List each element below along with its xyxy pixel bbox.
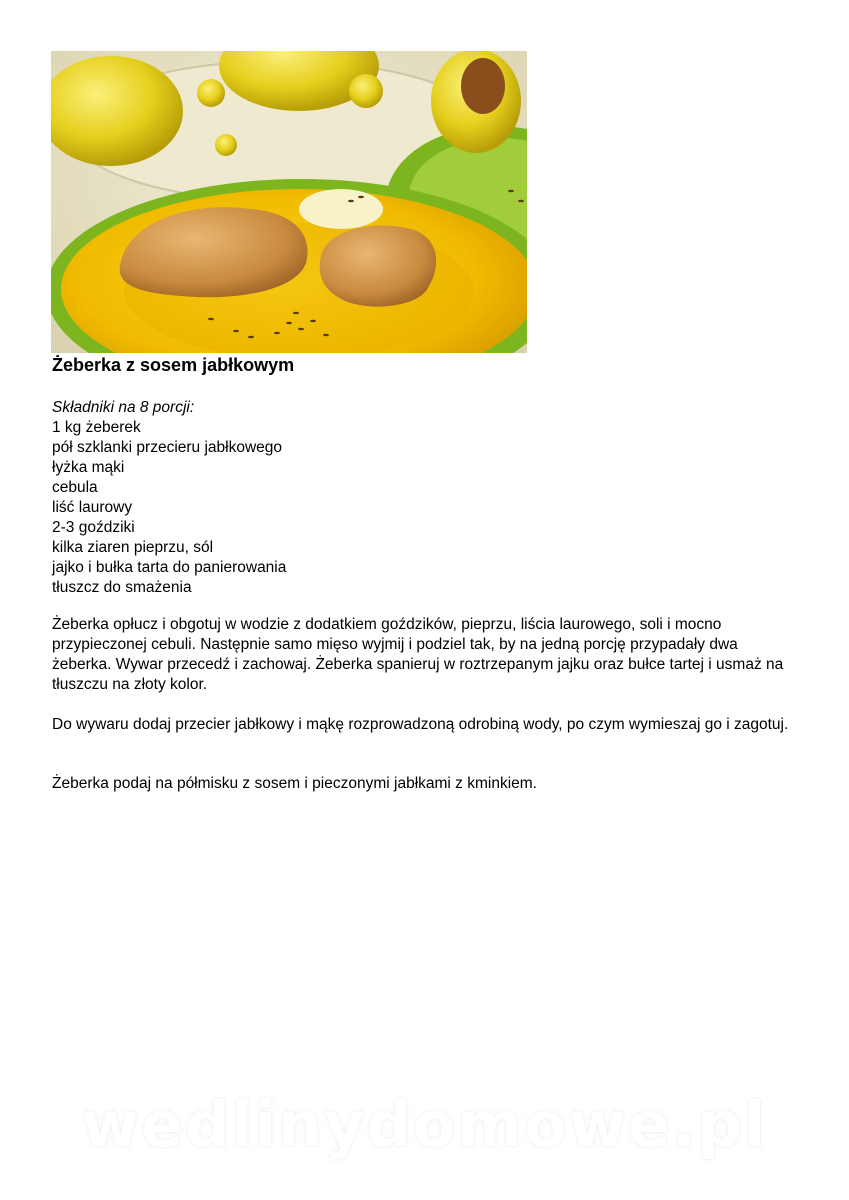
instructions-paragraph-3: Żeberka podaj na półmisku z sosem i pieczonymi jabłkami z kminkiem. [52, 775, 537, 792]
ingredients-heading: Składniki na 8 porcji: [52, 399, 195, 416]
ingredient-item: tłuszcz do smażenia [52, 579, 192, 596]
ingredients-section [52, 398, 286, 598]
ingredient-item: łyżka mąki [52, 459, 125, 476]
recipe-title: Żeberka z sosem jabłkowym [52, 355, 295, 375]
recipe-photo [51, 51, 527, 353]
watermark: wedlinydomowe.pl [81, 1088, 768, 1161]
ingredients-list [52, 418, 286, 598]
small-apple-2 [197, 79, 225, 107]
ingredient-item: pół szklanki przecieru jabłkowego [52, 439, 283, 456]
small-apple-3 [215, 134, 237, 156]
cutlet-2 [320, 225, 436, 306]
small-apple [349, 74, 383, 108]
ingredient-item: 2-3 goździki [52, 519, 135, 536]
instructions-paragraph-1: Żeberka opłucz i obgotuj w wodzie z dodatkiem goździków, pieprzu, liścia laurowego, soli i mocno przypieczonej cebuli. Następnie samo mięso wyjmij i podziel tak, by na jedną porcję przypadały dwa żeberka. Wywar przecedź i zachowaj. Żeberka spanieruj w roztrzepanym jajku oraz bułce tartej i usmaż na tłuszczu na złoty kolor. [52, 616, 784, 693]
ingredient-item: liść laurowy [52, 499, 133, 516]
baked-apple-filling [461, 58, 505, 114]
ingredient-item: jajko i bułka tarta do panierowania [52, 559, 287, 576]
ingredient-item: 1 kg żeberek [52, 419, 141, 436]
ingredient-item: kilka ziaren pieprzu, sól [52, 539, 214, 556]
instructions-paragraph-2: Do wywaru dodaj przecier jabłkowy i mąkę rozprowadzoną odrobiną wody, po czym wymieszaj go i zagotuj. [52, 716, 789, 733]
onion-sauce [299, 189, 383, 229]
ingredient-item: cebula [52, 479, 98, 496]
